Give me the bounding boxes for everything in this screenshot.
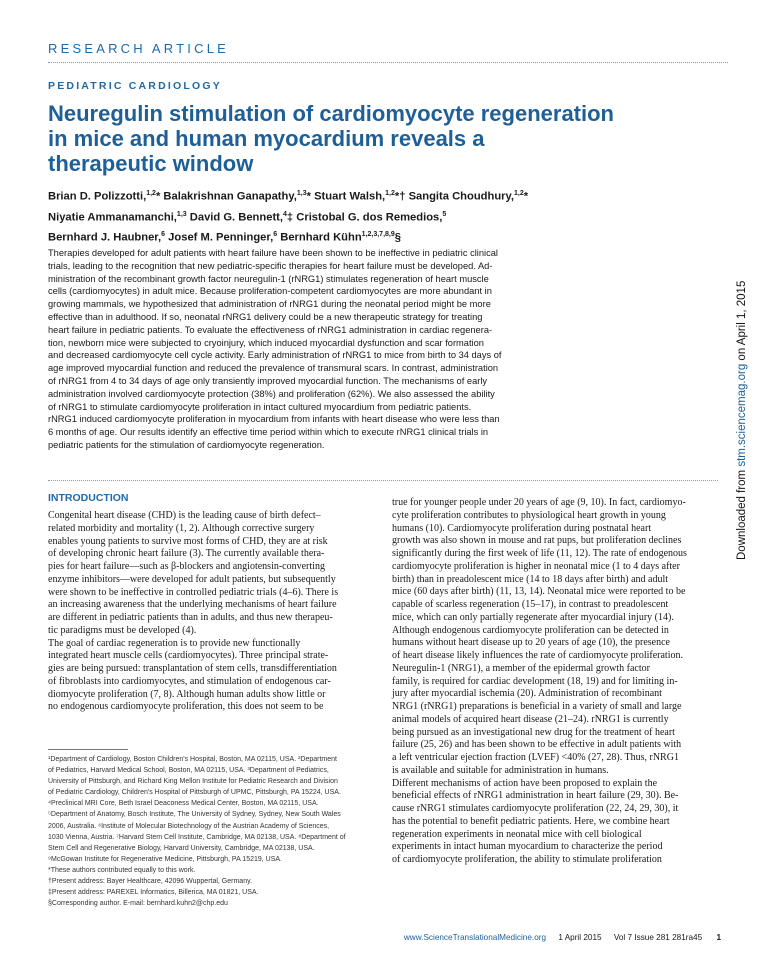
abstract-line: effective than in adulthood. If so, neonatal rNRG1 delivery could be a new therapeutic strategy for treating [48,311,483,322]
download-suffix: on April 1, 2015 [736,280,748,364]
author-line [48,185,738,206]
abstract-line: growing mammals, we hypothesized that administration of rNRG1 during the neonatal period might be more [48,299,491,310]
author-affiliation-marker: 5 [442,210,447,218]
author-affiliation-marker: 6 [161,231,166,239]
body-text-line: are different in pediatric patients than in adults, and thus new therapeu- [48,612,333,623]
author-affiliation-marker: 1,2 [385,190,395,197]
body-text-line: gies are being pursued: transplantation of stem cells, transdifferentiation [48,663,337,674]
body-text-line: animal models of acquired heart disease (21–24). rNRG1 is currently [392,713,669,725]
body-text-line: regeneration experiments in neonatal mice with cell biological [392,828,642,840]
body-text-line: an increasing awareness that the underlying mechanisms of heart failure [48,599,337,611]
abstract-line: and decreased cardiomyocyte cell cycle activity. Early administration of rNRG1 to mice from birth to 34 days of [48,350,502,361]
body-text-line: capable of scarless regeneration (15–17), in contrast to preadolescent [392,599,669,610]
author-affiliation-marker: 1,3 [296,190,307,197]
body-text-line: birth) than in preadolescent mice (14 to 18 days after birth) and adult [392,573,669,585]
body-text-line: Different mechanisms of action have been proposed to explain the [392,777,658,789]
author-affiliation-marker: 4 [283,210,287,218]
body-text-line: humans (10). Cardiomyocyte proliferation during postnatal heart [392,522,652,534]
subject-category: PEDIATRIC CARDIOLOGY [48,80,222,92]
author-list [48,185,738,247]
footnote-line: 1030 Vienna, Austria. ⁷Harvard Stem Cell Institute, Cambridge, MA 02138, USA. ⁸Department of [48,833,346,841]
body-text-line: related morbidity and mortality (1, 2). Although corrective surgery [48,522,315,534]
abstract-line: trials, leading to the recognition that new pediatric-specific therapies for heart failure must be developed. Ad- [48,260,493,271]
author-line [48,206,738,227]
body-text-line: of developing chronic heart failure (3). The currently available thera- [48,548,325,560]
body-text-line: significantly during the first week of life (11, 12). The rate of endogenous [392,548,687,559]
body-text-line: Congenital heart disease (CHD) is the leading cause of birth defect– [48,510,321,521]
body-text-line: no endogenous cardiomyocyte proliferation, this does not seem to be [48,701,324,713]
right-column-text [392,497,728,867]
download-link[interactable]: stm.sciencemag.org [736,363,748,467]
body-text-line: of heart disease likely influences the rate of cardiomyocyte proliferation. [392,650,683,661]
footnote-line: Stem Cell and Regenerative Biology, Harvard University, Cambridge, MA 02138, USA. [48,844,315,852]
abstract-line: age improved myocardial function and reduced the prevalence of transmural scars. In contrast, administration [48,363,499,374]
abstract-line: tion, newborn mice were subjected to cryoinjury, which induced myocardial dysfunction and scar formation [48,337,484,348]
body-text-line: cause rNRG1 stimulates cardiomyocyte proliferation (22, 24, 29, 30), it [392,803,679,814]
page-footer [404,933,721,942]
body-text-line: family, is required for cardiac development (18, 19) and for limiting in- [392,675,678,687]
author-name: Josef M. Penninger, [168,232,274,245]
author-name: Stuart Walsh, [314,190,386,203]
body-text-line: has the potential to benefit pediatric patients. Here, we combine heart [392,815,670,827]
author-name: Brian D. Polizzotti, [48,190,147,203]
author-affiliation-marker: 1,3 [176,210,187,218]
body-text-line: enzyme inhibitors—were developed for adult patients, but subsequently [48,573,336,585]
abstract-line: rNRG1 induced cardiomyocyte proliferation in myocardium from infants with heart disease who were less than [48,414,500,425]
author-affiliation-marker: 1,2 [146,190,156,197]
body-text-line: mice (60 days after birth) (11, 13, 14). Neonatal mice were reported to be [392,586,686,598]
body-text-line: pies for heart failure—such as β-blockers and angiotensin-converting [48,561,325,572]
abstract [48,247,708,452]
body-text-line: NRG1 (rNRG1) preparations is beneficial in a variety of small and large [392,701,682,712]
journal-url-link[interactable]: www.ScienceTranslationalMedicine.org [403,933,547,942]
section-label: RESEARCH ARTICLE [48,41,229,56]
author-note-marker: § [394,232,401,245]
footnote-line: 2006, Australia. ⁶Institute of Molecular Biotechnology of the Austrian Academy of Sciences, [48,822,330,830]
abstract-line: 6 months of age. Our results identify an effective time period within which to execute rNRG1 clinical trials in [48,427,489,438]
author-note-marker: *† [394,190,409,203]
author-name: Sangita Choudhury, [408,190,515,203]
footnote-line: of Pediatrics, Harvard Medical School, Boston, MA 02115, USA. ³Department of Pediatrics, [48,767,329,775]
author-note-marker: * [306,190,315,203]
affiliation-footnotes [48,754,378,909]
footnote-line: ‡Present address: PAREXEL Informatics, Billerica, MA 01821, USA. [48,889,259,897]
author-name: Bernhard Kühn [280,232,362,245]
footnote-divider [48,749,128,750]
body-text-line: a left ventricular ejection fraction (LVEF) <40% (27, 28). Thus, rNRG1 [392,752,679,763]
body-text-line: true for younger people under 20 years of age (9, 10). In fact, cardiomyo- [392,497,686,508]
author-note-marker: * [523,190,529,203]
body-text-line: experiments in intact human myocardium to characterize the period [392,841,663,853]
body-text-line: Although endogenous cardiomyocyte proliferation can be detected in [392,624,669,636]
body-text-line: failure (25, 26) and has been shown to be effective in adult patients with [392,739,682,751]
footnote-line: ⁹McGowan Institute for Regenerative Medicine, Pittsburgh, PA 15219, USA. [48,855,282,863]
body-text-line: of cardiomyocyte proliferation, the ability to stimulate proliferation [392,854,662,865]
abstract-line: pediatric patients for the stimulation of cardiomyocyte regeneration. [48,439,325,450]
author-name: Cristobal G. dos Remedios, [296,211,443,224]
author-note-marker: ‡ [286,211,297,224]
abstract-divider [48,480,718,481]
issue-date: 1 April 2015 [558,933,602,942]
body-text-line: enables young patients to survive most forms of CHD, they are at risk [48,535,328,547]
body-text-line: Neuregulin-1 (NRG1), a member of the epidermal growth factor [392,662,650,674]
footnote-line: University of Pittsburgh, and Richard King Mellon Institute for Pediatric Research and Division [48,778,338,786]
footnote-line: ¹Department of Cardiology, Boston Children's Hospital, Boston, MA 02115, USA. ²Department [48,756,337,763]
body-text-line: were shown to be ineffective in controlled pediatric trials (4–6). There is [48,586,339,598]
author-line [48,226,738,247]
body-text-line: is available and suitable for administration in humans. [392,764,609,776]
body-text-line: humans without heart disease up to 20 years of age (10), the presence [392,637,670,649]
body-text-line: growth was also shown in mouse and rat pups, but proliferation declines [392,535,682,547]
volume-info: Vol 7 Issue 281 281ra45 [613,933,703,942]
footnote-line: §Corresponding author. E-mail: bernhard.kuhn2@chp.edu [48,900,228,908]
introduction-heading: INTRODUCTION [48,492,129,504]
body-text-line: diomyocyte proliferation (7, 8). Although human adults show little or [48,688,326,700]
abstract-line: ministration of the recombinant growth factor neuregulin-1 (rNRG1) stimulates regeneration of heart muscle [48,273,489,284]
abstract-line: of rNRG1 from 4 to 34 days of age only transiently improved myocardial function. The mechanisms of early [48,375,488,386]
body-text-line: being pursued as an investigational new drug for the treatment of heart [392,726,675,738]
body-text-line: of fibroblasts into cardiomyocytes, and stimulation of endogenous car- [48,675,331,687]
author-affiliation-marker: 1,2,3,7,8,9 [361,231,395,239]
body-text-line: cardiomyocyte proliferation is higher in neonatal mice (1 to 4 days after [392,560,680,572]
abstract-line: administration involved cardiomyocyte protection (38%) and proliferation (62%). We also assessed the ability [48,388,495,399]
header-divider [48,62,728,63]
author-affiliation-marker: 1,2 [514,190,524,197]
title-line: therapeutic window [48,151,254,176]
page-number: 1 [716,933,721,942]
abstract-line: heart failure in pediatric patients. To evaluate the effectiveness of rNRG1 administration in cardiac regenera- [48,324,493,335]
title-line: in mice and human myocardium reveals a [48,126,485,151]
body-text-line: The goal of cardiac regeneration is to provide new functionally [48,637,301,649]
body-text-line: tic paradigms must be developed (4). [48,624,197,636]
author-name: Niyatie Ammanamanchi, [48,211,177,224]
title-line: Neuregulin stimulation of cardiomyocyte regeneration [48,101,614,126]
author-name: Balakrishnan Ganapathy, [163,190,297,203]
abstract-line: cells (cardiomyocytes) in adult mice. Because proliferation-competent cardiomyocytes are more abundant in [48,286,492,297]
abstract-line: Therapies developed for adult patients with heart failure have been shown to be ineffective in pediatric clinical [48,248,498,258]
footnote-line: *These authors contributed equally to this work. [48,866,196,874]
left-column-text [48,510,366,714]
author-name: David G. Bennett, [189,211,284,224]
download-prefix: Downloaded from [736,466,748,560]
body-text-line: beneficial effects of rNRG1 administration in heart failure (29, 30). Be- [392,790,679,802]
body-text-line: cyte proliferation contributes to physiological heart growth in young [392,509,666,521]
article-title [48,101,728,176]
author-note-marker: * [155,190,164,203]
footnote-line: of Pediatric Cardiology, Children's Hospital of Pittsburgh of UPMC, Pittsburgh, PA 15224, USA. [48,789,341,797]
footnote-line: ⁵Department of Anatomy, Bosch Institute, The University of Sydney, Sydney, New South Wales [48,811,341,819]
author-name: Bernhard J. Haubner, [48,232,162,245]
body-text-line: integrated heart muscle cells (cardiomyocytes). Three principal strate- [48,650,329,662]
download-notice [736,260,748,560]
abstract-line: of rNRG1 to stimulate cardiomyocyte proliferation in intact cultured myocardium from pediatric patients. [48,401,472,412]
footnote-line: ⁴Preclinical MRI Core, Beth Israel Deaconess Medical Center, Boston, MA 02115, USA. [48,800,319,808]
body-text-line: mice, which can only partially regenerate after myocardial injury (14). [392,611,674,623]
body-text-line: jury after myocardial ischemia (20). Administration of recombinant [392,688,662,700]
footnote-line: †Present address: Bayer Healthcare, 42096 Wuppertal, Germany. [48,878,253,886]
author-affiliation-marker: 6 [273,231,278,239]
